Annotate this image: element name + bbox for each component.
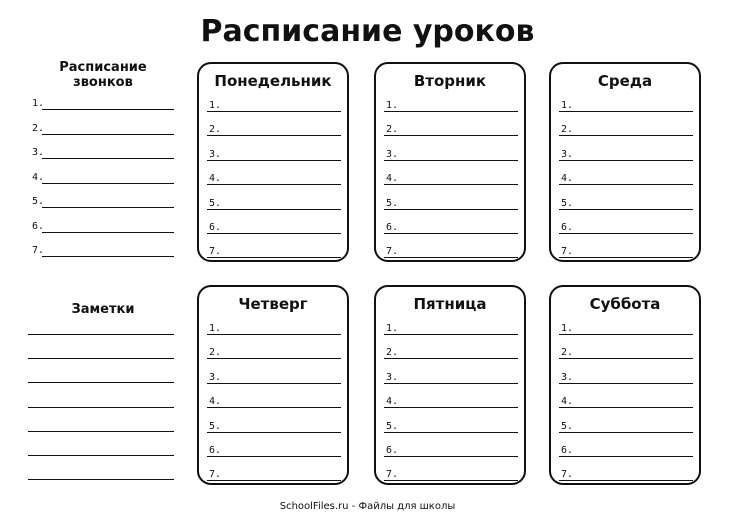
writing-line (559, 209, 693, 210)
writing-line (42, 183, 174, 184)
line-number: 7. (32, 245, 45, 256)
line-number: 6. (386, 222, 399, 233)
lesson-line[interactable] (384, 467, 518, 481)
line-number: 5. (209, 420, 222, 432)
lesson-line[interactable] (559, 196, 693, 210)
line-number: 4. (209, 396, 222, 408)
notes-section (28, 302, 178, 482)
lesson-line[interactable] (559, 443, 693, 457)
lesson-line[interactable] (384, 345, 518, 359)
day-card-thursday (197, 285, 349, 485)
line-number: 7. (209, 246, 222, 258)
writing-line (42, 134, 174, 135)
lesson-line[interactable] (207, 394, 341, 408)
writing-line (28, 431, 174, 432)
lesson-line[interactable] (384, 171, 518, 185)
bell-schedule-title: Расписание звонков (59, 60, 147, 90)
line-number: 2. (561, 347, 574, 359)
writing-line (28, 382, 174, 383)
writing-line (559, 233, 693, 234)
day-card-monday (197, 62, 349, 262)
line-number: 7. (386, 469, 399, 481)
writing-line (207, 111, 341, 112)
lesson-line[interactable] (384, 419, 518, 433)
day-card-friday (374, 285, 526, 485)
writing-line (384, 432, 518, 433)
lesson-line[interactable] (207, 244, 341, 258)
notes-line[interactable] (28, 418, 174, 432)
bell-schedule (28, 60, 178, 260)
lesson-line[interactable] (559, 467, 693, 481)
lesson-line[interactable] (207, 467, 341, 481)
writing-line (384, 334, 518, 335)
writing-line (384, 456, 518, 457)
day-title: Четверг (238, 295, 308, 313)
writing-line (384, 480, 518, 481)
lesson-line[interactable] (559, 370, 693, 384)
writing-line (559, 383, 693, 384)
writing-line (384, 383, 518, 384)
notes-line[interactable] (28, 442, 174, 456)
lesson-line[interactable] (207, 98, 341, 112)
line-number: 5. (32, 196, 45, 207)
lesson-line[interactable] (384, 244, 518, 258)
lesson-line[interactable] (384, 220, 518, 234)
writing-line (384, 358, 518, 359)
line-number: 4. (561, 173, 574, 185)
lesson-line[interactable] (384, 394, 518, 408)
writing-line (207, 334, 341, 335)
writing-line (559, 111, 693, 112)
lesson-line[interactable] (384, 122, 518, 136)
line-number: 5. (561, 197, 574, 209)
writing-line (42, 158, 174, 159)
writing-line (384, 160, 518, 161)
lesson-line[interactable] (559, 345, 693, 359)
lesson-line[interactable] (207, 321, 341, 335)
lesson-line[interactable] (207, 220, 341, 234)
line-number: 1. (386, 323, 399, 334)
writing-line (207, 257, 341, 258)
writing-line (559, 184, 693, 185)
line-number: 2. (32, 122, 45, 134)
lesson-line[interactable] (559, 394, 693, 408)
writing-line (559, 334, 693, 335)
line-number: 4. (386, 173, 399, 185)
lesson-line[interactable] (559, 98, 693, 112)
writing-line (559, 257, 693, 258)
lesson-line[interactable] (207, 147, 341, 161)
lesson-line[interactable] (559, 171, 693, 185)
line-number: 3. (561, 148, 574, 160)
lesson-line[interactable] (559, 147, 693, 161)
line-number: 3. (209, 148, 222, 160)
writing-line (559, 135, 693, 136)
lesson-line[interactable] (207, 419, 341, 433)
lesson-line[interactable] (384, 321, 518, 335)
line-number: 3. (386, 148, 399, 160)
notes-title: Заметки (71, 302, 135, 317)
writing-line (384, 184, 518, 185)
bell-line[interactable] (28, 194, 174, 208)
bell-line[interactable] (28, 170, 174, 184)
line-number: 6. (209, 445, 222, 456)
bell-line[interactable] (28, 243, 174, 257)
line-number: 2. (561, 124, 574, 136)
writing-line (559, 358, 693, 359)
line-number: 3. (561, 371, 574, 383)
line-number: 6. (561, 222, 574, 233)
notes-line[interactable] (28, 394, 174, 408)
writing-line (28, 358, 174, 359)
lesson-line[interactable] (207, 171, 341, 185)
line-number: 4. (32, 171, 45, 183)
line-number: 6. (209, 222, 222, 233)
writing-line (28, 334, 174, 335)
day-title: Суббота (589, 295, 661, 313)
lesson-line[interactable] (559, 321, 693, 335)
lesson-line[interactable] (559, 122, 693, 136)
line-number: 3. (32, 147, 45, 158)
notes-line[interactable] (28, 369, 174, 383)
writing-line (42, 256, 174, 257)
notes-line[interactable] (28, 345, 174, 359)
lesson-line[interactable] (207, 345, 341, 359)
bell-line[interactable] (28, 219, 174, 233)
line-number: 6. (386, 445, 399, 456)
writing-line (207, 184, 341, 185)
writing-line (559, 407, 693, 408)
bell-line[interactable] (28, 96, 174, 110)
line-number: 6. (561, 445, 574, 456)
writing-line (559, 160, 693, 161)
writing-line (207, 135, 341, 136)
writing-line (28, 407, 174, 408)
day-title: Вторник (413, 72, 487, 90)
writing-line (207, 456, 341, 457)
lesson-line[interactable] (384, 196, 518, 210)
line-number: 5. (386, 420, 399, 432)
writing-line (384, 257, 518, 258)
notes-line[interactable] (28, 321, 174, 335)
writing-line (384, 135, 518, 136)
day-card-saturday (549, 285, 701, 485)
writing-line (42, 232, 174, 233)
writing-line (384, 111, 518, 112)
writing-line (28, 479, 174, 480)
line-number: 7. (209, 469, 222, 481)
day-card-wednesday (549, 62, 701, 262)
day-card-tuesday (374, 62, 526, 262)
line-number: 2. (209, 124, 222, 136)
writing-line (207, 480, 341, 481)
day-title: Среда (597, 72, 653, 90)
line-number: 3. (386, 371, 399, 383)
lesson-line[interactable] (559, 419, 693, 433)
writing-line (28, 455, 174, 456)
line-number: 7. (386, 246, 399, 258)
lesson-line[interactable] (384, 443, 518, 457)
writing-line (384, 233, 518, 234)
lesson-line[interactable] (384, 98, 518, 112)
line-number: 1. (561, 100, 574, 111)
writing-line (207, 209, 341, 210)
writing-line (42, 207, 174, 208)
line-number: 3. (209, 371, 222, 383)
line-number: 5. (209, 197, 222, 209)
line-number: 5. (386, 197, 399, 209)
writing-line (207, 233, 341, 234)
lesson-line[interactable] (207, 443, 341, 457)
lesson-line[interactable] (384, 147, 518, 161)
line-number: 2. (386, 124, 399, 136)
line-number: 7. (561, 469, 574, 481)
writing-line (384, 209, 518, 210)
line-number: 4. (209, 173, 222, 185)
writing-line (207, 432, 341, 433)
line-number: 2. (386, 347, 399, 359)
footer-credit: SchoolFiles.ru - Файлы для школы (279, 501, 456, 512)
line-number: 1. (209, 323, 222, 334)
line-number: 7. (561, 246, 574, 258)
writing-line (42, 109, 174, 110)
lesson-line[interactable] (207, 122, 341, 136)
writing-line (207, 160, 341, 161)
writing-line (207, 407, 341, 408)
day-title: Пятница (413, 295, 487, 313)
line-number: 6. (32, 220, 45, 232)
writing-line (559, 432, 693, 433)
lesson-line[interactable] (559, 244, 693, 258)
lesson-line[interactable] (207, 370, 341, 384)
day-title: Понедельник (214, 72, 332, 90)
bell-line[interactable] (28, 145, 174, 159)
line-number: 5. (561, 420, 574, 432)
writing-line (207, 358, 341, 359)
line-number: 1. (561, 323, 574, 334)
line-number: 1. (32, 98, 45, 109)
lesson-line[interactable] (207, 196, 341, 210)
lesson-line[interactable] (384, 370, 518, 384)
writing-line (384, 407, 518, 408)
notes-line[interactable] (28, 466, 174, 480)
line-number: 4. (561, 396, 574, 408)
lesson-line[interactable] (559, 220, 693, 234)
page-title: Расписание уроков (200, 14, 535, 49)
line-number: 1. (386, 100, 399, 111)
bell-line[interactable] (28, 121, 174, 135)
writing-line (559, 456, 693, 457)
line-number: 2. (209, 347, 222, 359)
writing-line (207, 383, 341, 384)
line-number: 1. (209, 100, 222, 111)
line-number: 4. (386, 396, 399, 408)
writing-line (559, 480, 693, 481)
